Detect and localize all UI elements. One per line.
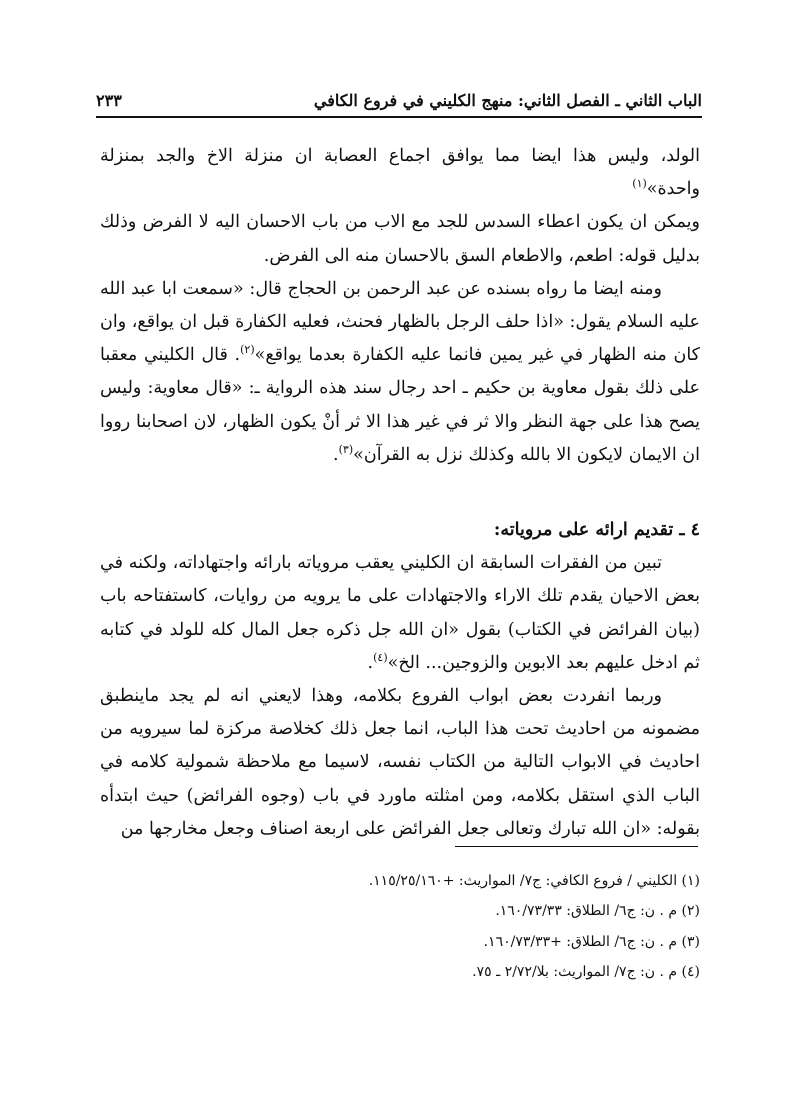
main-text <box>100 140 700 846</box>
footnote: (٣) م . ن: ج٦/ الطلاق: +١٦٠/٧٣/٣٣. <box>483 933 700 950</box>
page-number: ٢٣٣ <box>96 91 122 110</box>
footnotes <box>120 866 700 987</box>
footnote-marker: (١) <box>632 177 647 191</box>
footnote: (١) الكليني / فروع الكافي: ج٧/ المواريث: +١١٥/٢٥/١٦٠. <box>368 873 700 889</box>
paragraph: وربما انفردت بعض ابواب الفروع بكلامه، وهذا لايعني انه لم يجد ماينطبق مضمونه من احاديث تحت هذا الباب، انما جعل ذلك كخلاصة مركزة لما سيرويه من احاديث في الابواب التالية من الكتاب نفسه، لاسيما مع ملاحظة شمولية كلامه في الباب الذي استقل بكلامه، ومن امثلته ماورد في باب (وجوه الفرائض) حيث ابتدأه بقوله: «ان الله تبارك وتعالى جعل الفرائض على اربعة اصناف وجعل مخارجها من <box>100 686 700 839</box>
footnote-marker: (٢) <box>240 343 255 357</box>
footnote: (٢) م . ن: ج٦/ الطلاق: ١٦٠/٧٣/٣٣. <box>495 903 700 920</box>
footnote-separator <box>455 846 698 847</box>
header-rule <box>96 116 702 118</box>
footnote-marker: (٤) <box>373 651 388 665</box>
section-gap <box>100 472 700 514</box>
paragraph: تبين من الفقرات السابقة ان الكليني يعقب مروياته بارائه واجتهاداته، ولكنه في بعض الاحيان يقدم تلك الاراء والاجتهادات على ما يرويه من روايات، كاستفتاحه باب (بيان الفرائض في الكتاب) بقول «ان الله جل ذكره جعل المال كله للولد في كتابه ثم ادخل عليهم بعد الابوين والزوجين... الخ»$^{(٤)}$. <box>100 553 700 673</box>
footnote: (٤) م . ن: ج٧/ المواريث: بلا/٢/٧٢ ـ ٧٥. <box>472 963 700 980</box>
footnote-marker: (٣) <box>338 443 354 456</box>
chapter-title: الباب الثاني ـ الفصل الثاني: منهج الكليني في فروع الكافي <box>313 91 702 110</box>
paragraph: الولد، وليس هذا ايضا مما يوافق اجماع العصابة ان منزلة الاخ والجد بمنزلة واحدة»$^{(١)}$ <box>100 146 700 200</box>
section-heading: ٤ ـ تقديم ارائه على مروياته: <box>493 520 700 541</box>
running-header <box>96 80 702 110</box>
paragraph: ويمكن ان يكون اعطاء السدس للجد مع الاب من باب الاحسان اليه لا الفرض وذلك بدليل قوله: اطعم، والاطعام السق بالاحسان منه الى الفرض. <box>100 212 700 266</box>
paragraph: ومنه ايضا ما رواه بسنده عن عبد الرحمن بن الحجاج قال: «سمعت ابا عبد الله عليه السلام يقول: «اذا حلف الرجل بالظهار فحنث، فعليه الكفارة قبل ان يواقع، وان كان منه الظهار في غير يمين فانما عليه الكفارة بعدما يواقع»$^{(٢)}$. قال الكليني معقبا على ذلك بقول معاوية بن حكيم ـ احد رجال سند هذه الرواية ـ: «قال معاوية: وليس يصح هذا على جهة النظر والا ثر في غير هذا الا ثر أنْ يكون الظهار، لان اصحابنا رووا ان الايمان لايكون الا بالله وكذلك نزل به القرآن»$^{(٣)}$. <box>100 278 700 465</box>
